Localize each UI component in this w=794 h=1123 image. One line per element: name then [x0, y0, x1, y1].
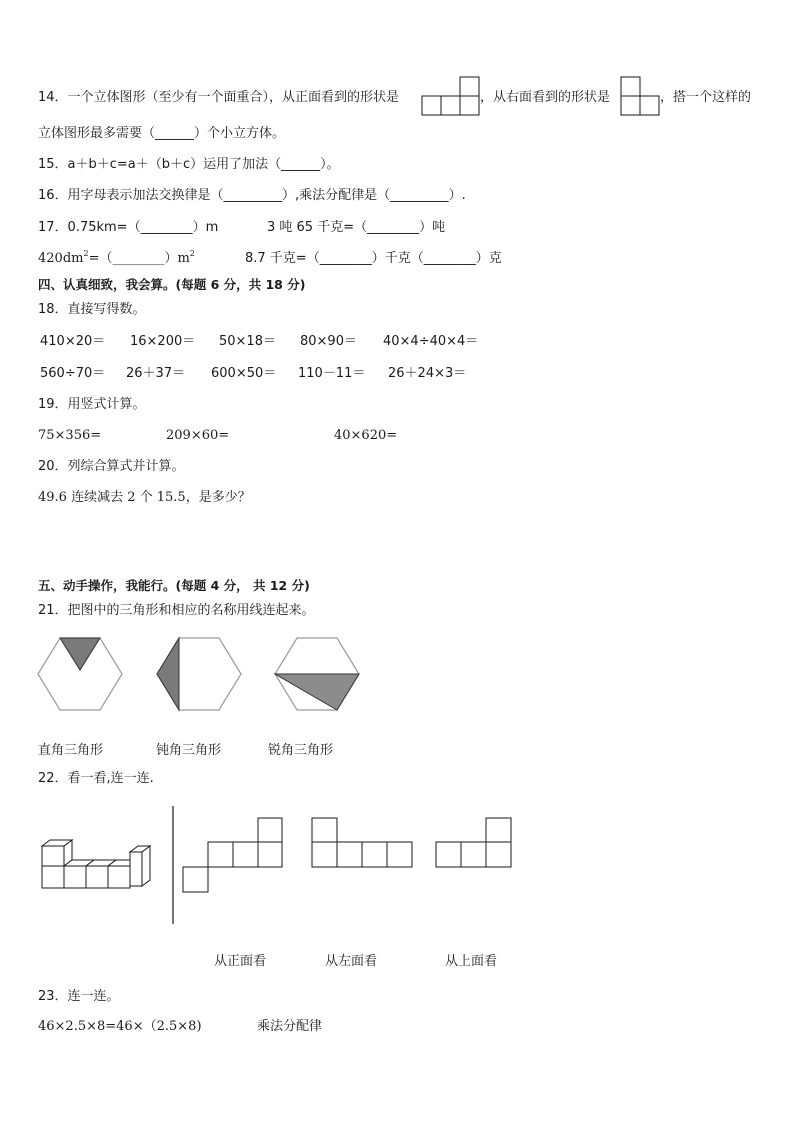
q17-c-sup2: 2: [189, 249, 195, 258]
q17-c-post: =（________）m: [88, 251, 190, 266]
divider-line: [171, 806, 175, 926]
hexagon-right-triangle-figure: [38, 636, 128, 716]
q14-line2: 立体图形最多需要（______）个小立方体。: [38, 126, 286, 141]
q16-text: 16．用字母表示加法交换律是（_________）,乘法分配律是（_________）.: [38, 188, 466, 203]
q17-item-d: 8.7 千克=（________）千克（________）克: [245, 251, 502, 266]
q17-item-b: 3 吨 65 千克=（________）吨: [267, 220, 446, 235]
q23-law-label: 乘法分配律: [257, 1019, 323, 1034]
q23-title: 23．连一连。: [38, 989, 120, 1004]
q18-r2-c3: 600×50＝: [211, 366, 277, 381]
section4-title: 四、认真细致，我会算。(每题 6 分，共 18 分): [38, 277, 306, 292]
q18-title: 18．直接写得数。: [38, 302, 146, 317]
q23-expression: 46×2.5×8=46×（2.5×8): [38, 1019, 202, 1034]
q18-r2-c5: 26＋24×3＝: [388, 366, 467, 381]
hexagon-acute-triangle-figure: [275, 636, 365, 716]
q14-line1c: [660, 89, 751, 107]
q14-text-c: ，搭一个这样的: [660, 90, 752, 105]
q22-label-front: 从正面看: [214, 954, 267, 969]
cube-stack-3d-figure: [42, 838, 162, 898]
q19-item-2: 209×60=: [166, 428, 230, 443]
view-option-c-figure: [435, 817, 515, 873]
q14-text-a: 14．一个立体图形（至少有一个面重合），从正面看到的形状是: [38, 90, 400, 105]
section5-title: 五、动手操作，我能行。(每题 4 分， 共 12 分): [38, 578, 310, 593]
q19-item-1: 75×356=: [38, 428, 102, 443]
q18-r1-c2: 16×200＝: [130, 334, 196, 349]
q18-r2-c4: 110－11＝: [298, 366, 366, 381]
q17-c-pre: 420dm: [38, 251, 84, 266]
view-option-a-figure: [182, 817, 284, 897]
q20-text: 49.6 连续减去 2 个 15.5，是多少？: [38, 490, 251, 505]
front-view-shape-icon: [421, 76, 481, 116]
q19-item-3: 40×620=: [334, 428, 398, 443]
q21-label-acute: 锐角三角形: [268, 743, 334, 758]
q17-item-c: [38, 250, 195, 268]
q22-label-left: 从左面看: [325, 954, 378, 969]
q21-label-obtuse: 钝角三角形: [156, 743, 222, 758]
q14-text-b: ，从右面看到的形状是: [480, 90, 611, 105]
q14-line1b: [480, 89, 610, 107]
q19-title: 19．用竖式计算。: [38, 397, 146, 412]
q15-text: 15．a＋b＋c=a＋（b＋c）运用了加法（______）。: [38, 157, 340, 172]
q18-r1-c1: 410×20＝: [40, 334, 106, 349]
q21-title: 21．把图中的三角形和相应的名称用线连起来。: [38, 603, 315, 618]
view-option-b-figure: [311, 817, 415, 873]
q18-r2-c2: 26＋37＝: [126, 366, 186, 381]
q22-title: 22．看一看,连一连.: [38, 771, 154, 786]
q18-r1-c5: 40×4÷40×4＝: [383, 334, 479, 349]
q18-r1-c3: 50×18＝: [219, 334, 276, 349]
q17-item-a: 17．0.75km=（________）m: [38, 220, 219, 235]
q17-c-sup: 2: [83, 249, 89, 258]
q18-r1-c4: 80×90＝: [300, 334, 357, 349]
q22-label-top: 从上面看: [445, 954, 498, 969]
q21-label-right: 直角三角形: [38, 743, 104, 758]
q20-title: 20．列综合算式并计算。: [38, 459, 185, 474]
q18-r2-c1: 560÷70＝: [40, 366, 106, 381]
q14-line1: [38, 89, 399, 107]
right-view-shape-icon: [620, 76, 662, 116]
hexagon-obtuse-triangle-figure: [157, 636, 247, 716]
